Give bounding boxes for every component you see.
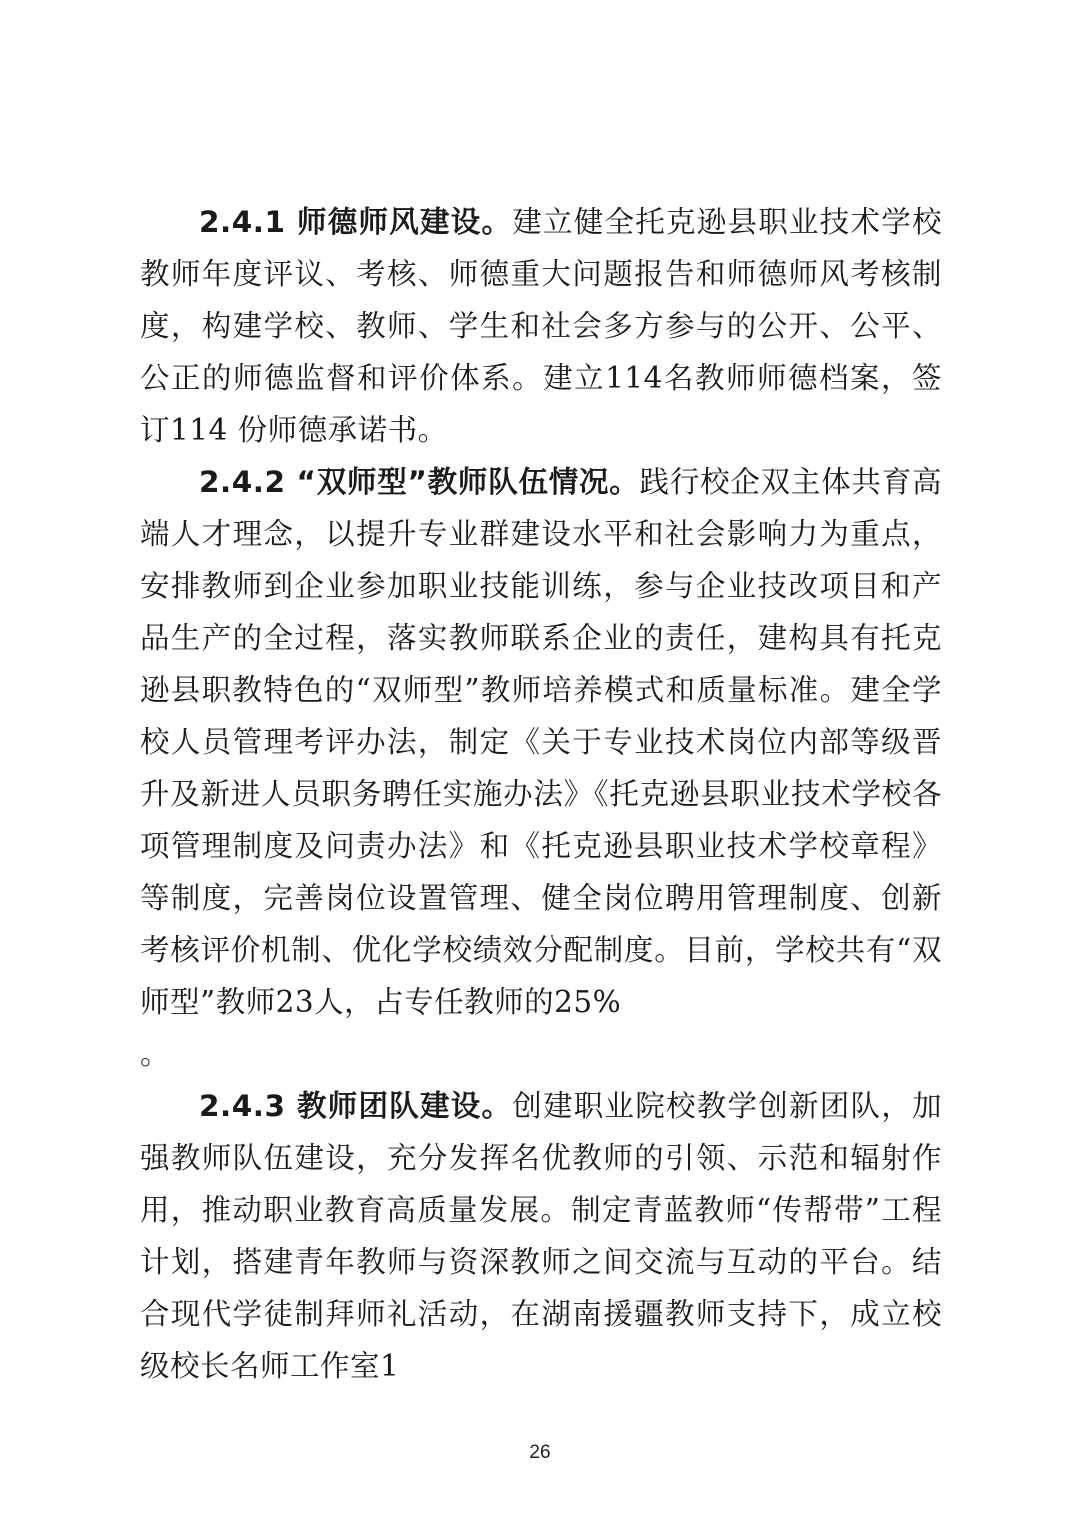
section-trailing-punctuation: 。	[140, 1037, 171, 1071]
section-text: 践行校企双主体共育高端人才理念，以提升专业群建设水平和社会影响力为重点，安排教师到企业参加职业技能训练，参与企业技改项目和产品生产的全过程，落实教师联系企业的责任，建构具有托克逊县职教特色的“双师型”教师培养模式和质量标准。建全学校人员管理考评办法，制定《关于专业技术岗位内部等级晋升及新进人员职务聘任实施办法》《托克逊县职业技术学校各项管理制度及问责办法》和《托克逊县职业技术学校章程》等制度，完善岗位设置管理、健全岗位聘用管理制度、创新考核评价机制、优化学校绩效分配制度。目前，学校共有“双师型”教师23人，占专任教师的25%	[140, 465, 942, 1019]
section-heading: 2.4.2 “双师型”教师队伍情况。	[199, 465, 640, 499]
section-text: 创建职业院校教学创新团队，加强教师队伍建设，充分发挥名优教师的引领、示范和辐射作用，推动职业教育高质量发展。制定青蓝教师“传帮带”工程计划，搭建青年教师与资深教师之间交流与互动的平台。结合现代学徒制拜师礼活动，在湖南援疆教师支持下，成立校级校长名师工作室1	[140, 1089, 942, 1383]
section-2-4-3	[140, 1080, 942, 1392]
section-heading: 2.4.3 教师团队建设。	[199, 1089, 513, 1123]
section-heading: 2.4.1 师德师风建设。	[199, 205, 513, 239]
document-body	[140, 196, 942, 1392]
page-number: 26	[529, 1442, 551, 1463]
section-2-4-2	[140, 456, 942, 1080]
section-text: 建立健全托克逊县职业技术学校教师年度评议、考核、师德重大问题报告和师德师风考核制度，构建学校、教师、学生和社会多方参与的公开、公平、公正的师德监督和评价体系。建立114名教师师德档案，签订114 份师德承诺书。	[140, 205, 942, 447]
section-2-4-1	[140, 196, 942, 456]
